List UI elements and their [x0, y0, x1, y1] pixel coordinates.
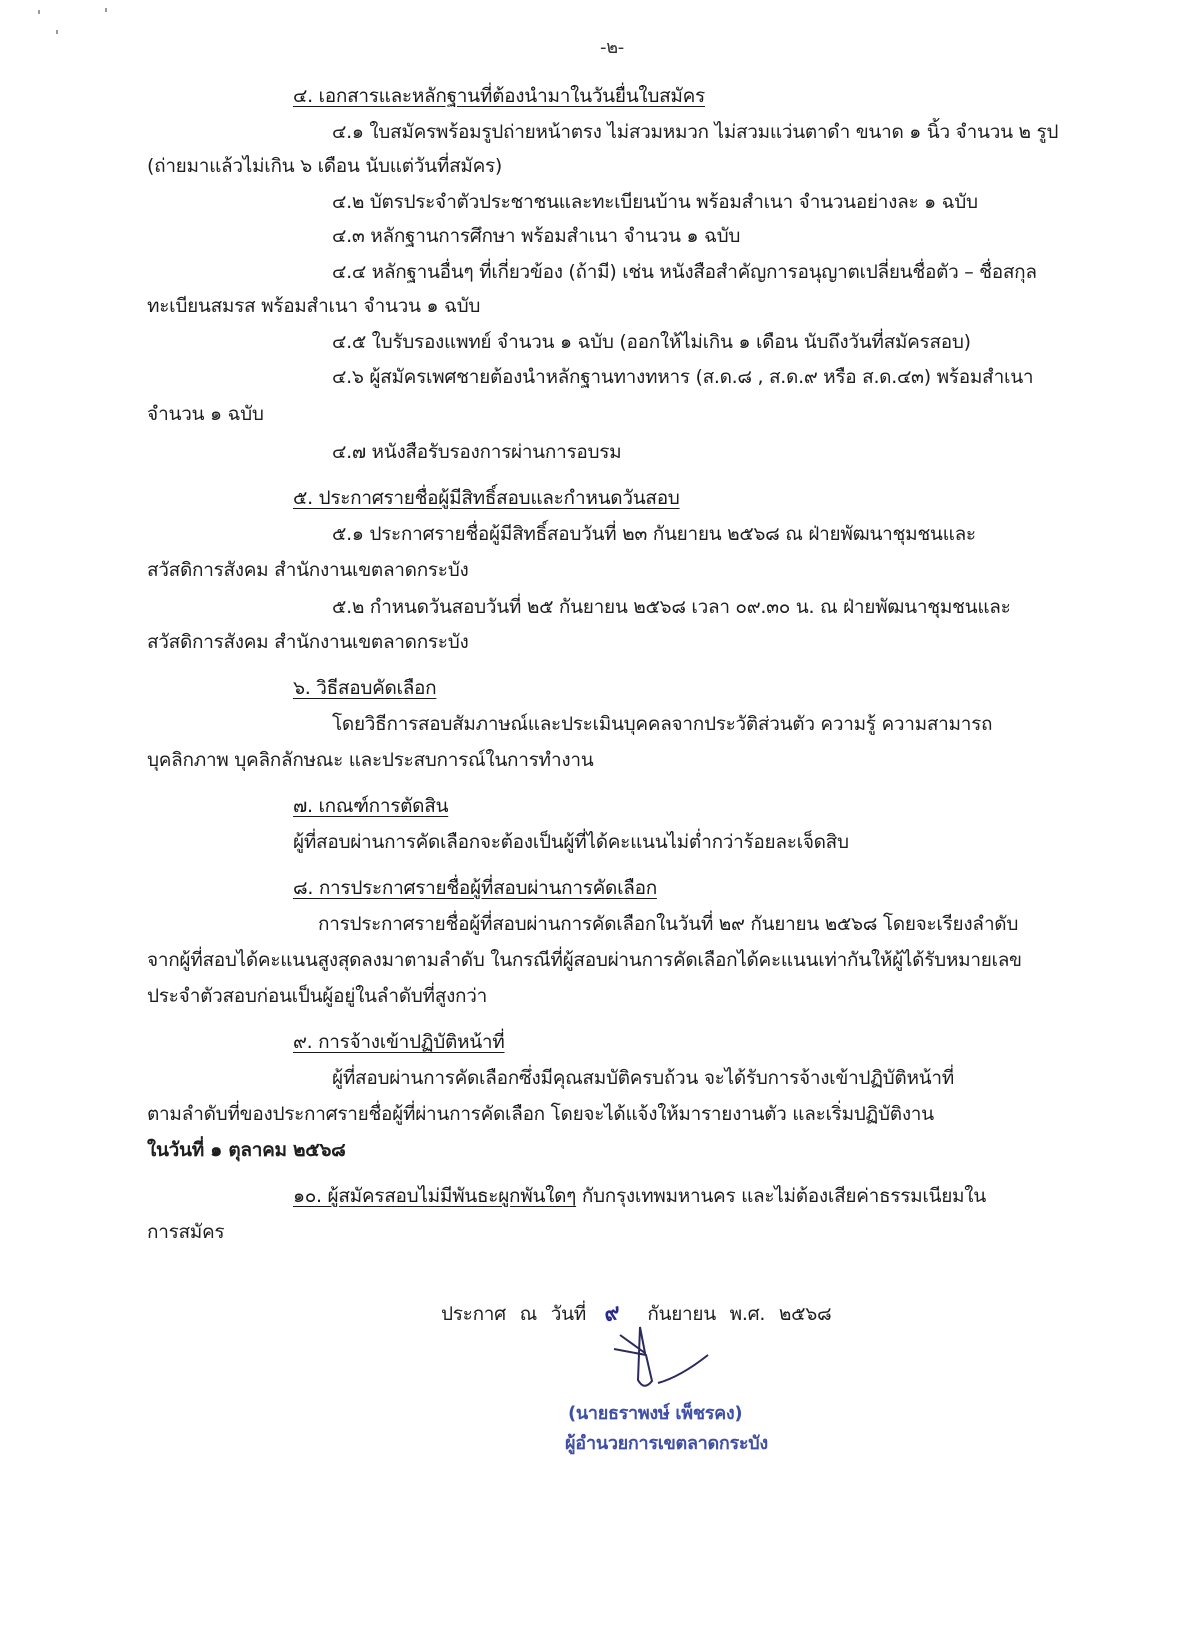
section-10-heading: ๑๐. ผู้สมัครสอบไม่มีพันธะผูกพันใดๆ [293, 1185, 577, 1207]
section-6-line2: บุคลิกภาพ บุคลิกลักษณะ และประสบการณ์ในการทำงาน [147, 749, 594, 771]
item-5-1-line1: ๕.๑ ประกาศรายชื่อผู้มีสิทธิ์สอบวันที่ ๒๓ กันยายน ๒๕๖๘ ณ ฝ่ายพัฒนาชุมชนและ [332, 523, 976, 545]
item-5-2-line1: ๕.๒ กำหนดวันสอบวันที่ ๒๕ กันยายน ๒๕๖๘ เวลา ๐๙.๓๐ น. ณ ฝ่ายพัฒนาชุมชนและ [332, 596, 1011, 618]
section-10-line1 [293, 1182, 986, 1210]
announce-prefix: ประกาศ ณ วันที่ [441, 1303, 586, 1325]
section-6-heading: ๖. วิธีสอบคัดเลือก [293, 677, 437, 699]
signatory-title: ผู้อำนวยการเขตลาดกระบัง [565, 1433, 768, 1454]
section-8-line2: จากผู้ที่สอบได้คะแนนสูงสุดลงมาตามลำดับ ในกรณีที่ผู้สอบผ่านการคัดเลือกได้คะแนนเท่ากันให้ผู้ได้รับหมายเลข [147, 949, 1022, 971]
item-4-1-line1: ๔.๑ ใบสมัครพร้อมรูปถ่ายหน้าตรง ไม่สวมหมวก ไม่สวมแว่นตาดำ ขนาด ๑ นิ้ว จำนวน ๒ รูป [332, 121, 1059, 143]
item-4-1-line2: (ถ่ายมาแล้วไม่เกิน ๖ เดือน นับแต่วันที่สมัคร) [147, 155, 503, 177]
handwritten-day: ๙ [601, 1299, 623, 1328]
item-5-2-line2: สวัสดิการสังคม สำนักงานเขตลาดกระบัง [147, 631, 469, 653]
scan-speck [56, 30, 58, 34]
section-10-line1-rest: กับกรุงเทพมหานคร และไม่ต้องเสียค่าธรรมเนียมใน [581, 1185, 986, 1207]
item-4-1 [332, 118, 1074, 146]
scan-speck [38, 10, 40, 14]
section-8-line3: ประจำตัวสอบก่อนเป็นผู้อยู่ในลำดับที่สูงกว่า [147, 985, 487, 1007]
section-7-heading: ๗. เกณฑ์การตัดสิน [293, 795, 449, 817]
section-9-line2: ตามลำดับที่ของประกาศรายชื่อผู้ที่ผ่านการคัดเลือก โดยจะได้แจ้งให้มารายงานตัว และเริ่มปฏิบัติงาน [147, 1103, 934, 1125]
section-9-line3: ในวันที่ ๑ ตุลาคม ๒๕๖๘ [147, 1139, 346, 1161]
page-number: -๒- [600, 37, 624, 58]
item-4-4-line1: ๔.๔ หลักฐานอื่นๆ ที่เกี่ยวข้อง (ถ้ามี) เช่น หนังสือสำคัญการอนุญาตเปลี่ยนชื่อตัว – ชื่อสกุล [332, 261, 1037, 283]
item-5-1-line2: สวัสดิการสังคม สำนักงานเขตลาดกระบัง [147, 559, 469, 581]
section-9-line1: ผู้ที่สอบผ่านการคัดเลือกซึ่งมีคุณสมบัติครบถ้วน จะได้รับการจ้างเข้าปฏิบัติหน้าที่ [332, 1067, 954, 1089]
announce-suffix: กันยายน พ.ศ. ๒๕๖๘ [647, 1303, 832, 1325]
section-5-heading: ๕. ประกาศรายชื่อผู้มีสิทธิ์สอบและกำหนดวันสอบ [293, 487, 680, 509]
item-4-4-line2: ทะเบียนสมรส พร้อมสำเนา จำนวน ๑ ฉบับ [147, 295, 481, 317]
item-4-2: ๔.๒ บัตรประจำตัวประชาชนและทะเบียนบ้าน พร้อมสำเนา จำนวนอย่างละ ๑ ฉบับ [332, 191, 978, 213]
signature-icon [600, 1325, 710, 1395]
signatory-name: (นายธราพงษ์ เพ็ชรคง) [568, 1403, 743, 1424]
item-4-5: ๔.๕ ใบรับรองแพทย์ จำนวน ๑ ฉบับ (ออกให้ไม่เกิน ๑ เดือน นับถึงวันที่สมัครสอบ) [332, 331, 971, 353]
section-8-heading: ๘. การประกาศรายชื่อผู้ที่สอบผ่านการคัดเลือก [293, 877, 657, 899]
item-4-6-line1: ๔.๖ ผู้สมัครเพศชายต้องนำหลักฐานทางทหาร (ส.ด.๘ , ส.ด.๙ หรือ ส.ด.๔๓) พร้อมสำเนา [332, 366, 1034, 388]
section-10-line2: การสมัคร [147, 1221, 225, 1243]
section-9-heading: ๙. การจ้างเข้าปฏิบัติหน้าที่ [293, 1031, 505, 1053]
item-4-3: ๔.๓ หลักฐานการศึกษา พร้อมสำเนา จำนวน ๑ ฉบับ [332, 225, 741, 247]
section-4-heading: ๔. เอกสารและหลักฐานที่ต้องนำมาในวันยื่นใบสมัคร [293, 85, 705, 107]
section-7-line1: ผู้ที่สอบผ่านการคัดเลือกจะต้องเป็นผู้ที่ได้คะแนนไม่ต่ำกว่าร้อยละเจ็ดสิบ [293, 831, 849, 853]
item-4-7: ๔.๗ หนังสือรับรองการผ่านการอบรม [332, 441, 622, 463]
item-4-6-line2: จำนวน ๑ ฉบับ [147, 403, 264, 425]
scan-speck [105, 8, 107, 12]
section-6-line1: โดยวิธีการสอบสัมภาษณ์และประเมินบุคคลจากประวัติส่วนตัว ความรู้ ความสามารถ [332, 713, 993, 735]
section-8-line1: การประกาศรายชื่อผู้ที่สอบผ่านการคัดเลือกในวันที่ ๒๙ กันยายน ๒๕๖๘ โดยจะเรียงลำดับ [318, 913, 1019, 935]
